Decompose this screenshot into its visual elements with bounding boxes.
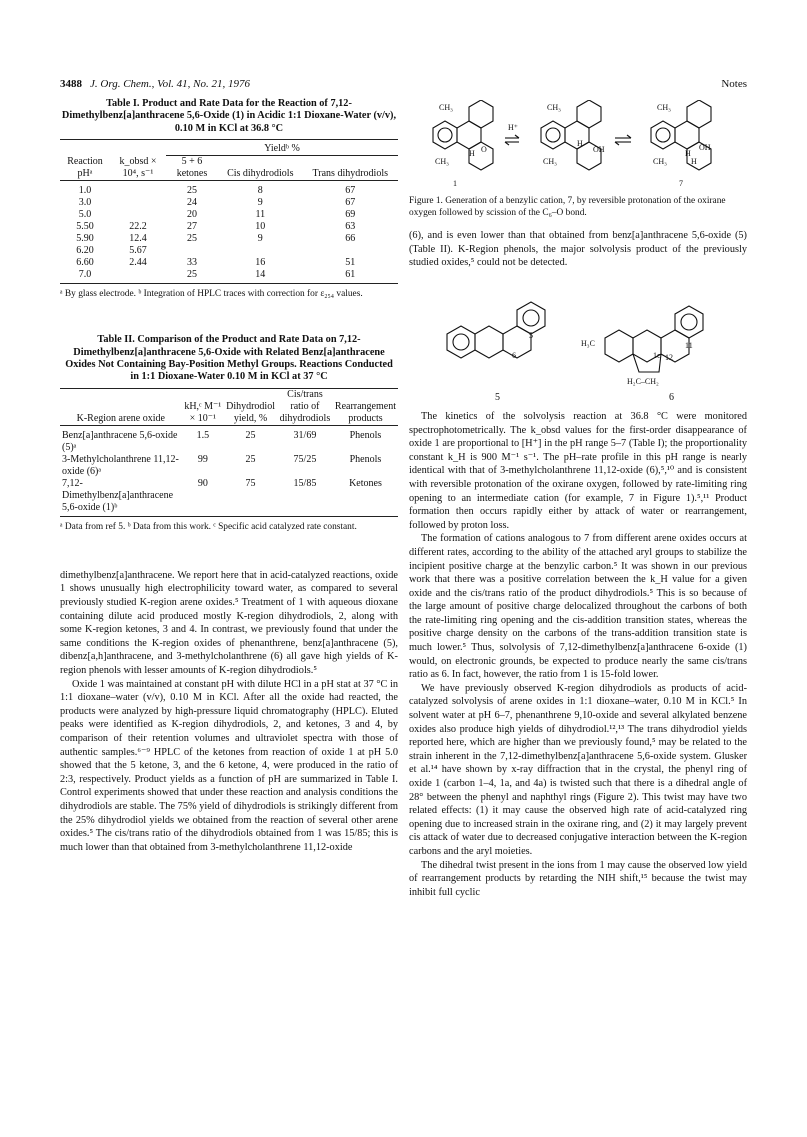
figure1 (409, 100, 747, 192)
paragraph: Oxide 1 was maintained at constant pH with dilute HCl in a pH stat at 37 °C in 1:1 dioxane–water (v/v), 0.10 M in KCl. After all the oxide had reacted, the products were analyzed by high-pressure liquid chromatography (HPLC). Eluted peaks were identified as K-region dihydrodiols, 2, and ketones, 3 and 4, by comparison of their retention volumes and ultraviolet spectra with those of authentic samples.⁶⁻⁹ HPLC of the ketones from reaction of oxide 1 at pH 5.0 showed that the 5 ketone, 3, and the 6 ketone, 4, were produced in the ratio of 2:3, respectively. Product yields as a function of pH are summarized in Table I. Control experiments showed that under these reaction and analysis conditions the dihydrodiols are stable. The 75% yield of dihydrodiols is strikingly different from the 25% dihydrodiol yields we obtained from the reaction of several other arene oxides.⁵ The cis/trans ratio of the dihydrodiols obtained from 1 was 15/85; this is much lower than that obtained from 3-methylcholanthrene 11,12-oxide (60, 678, 398, 853)
table1-col-header: k_obsd × 10⁴, s⁻¹ (119, 156, 157, 180)
table1-cell: 61 (345, 269, 356, 281)
figure1-caption: Figure 1. Generation of a benzylic cation, 7, by reversible protonation of the oxirane oxygen followed by scission of the C₆–O bond. (409, 196, 726, 218)
svg-text:OH: OH (699, 143, 711, 152)
structures-5-6 (409, 280, 747, 404)
svg-text:CH₃: CH₃ (657, 103, 671, 112)
svg-text:H: H (685, 149, 691, 158)
table1-cell (110, 209, 166, 221)
table1-cell: 24 (187, 197, 197, 209)
table2-cell: 75/25 (293, 453, 317, 465)
compound-label-6: 6 (669, 391, 674, 403)
table1-cell: 10 (255, 221, 266, 233)
table2-row (60, 454, 398, 478)
table2-cell: 15/85 (293, 477, 317, 489)
compound-label-5: 5 (495, 391, 500, 403)
svg-text:CH₃: CH₃ (439, 103, 453, 112)
svg-text:CH₃: CH₃ (653, 157, 667, 166)
figure1-scheme (409, 100, 747, 192)
table2-cell: 75 (245, 477, 256, 489)
table2-col-header: kH,ᶜ M⁻¹ × 10⁻¹ (184, 400, 222, 424)
table2-footnote: ᵃ Data from ref 5. ᵇ Data from this work. ᶜ Specific acid catalyzed rate constant. (60, 521, 357, 532)
h-plus-label: H⁺ (508, 123, 518, 132)
table2-cell: 31/69 (293, 429, 317, 441)
svg-text:H: H (577, 139, 583, 148)
svg-text:1c: 1c (653, 350, 661, 360)
journal-citation: 3488 J. Org. Chem., Vol. 41, No. 21, 1976 (60, 78, 251, 90)
table2-cell: Phenols (349, 429, 382, 441)
table2-row (60, 425, 398, 454)
table1-cell: 22.2 (129, 221, 147, 233)
table1-cell: 63 (345, 221, 356, 233)
table1-cell: 9 (257, 233, 263, 245)
table1-cell: 16 (255, 257, 266, 269)
structures-drawing (409, 280, 747, 404)
table1-cell: 12.4 (129, 233, 147, 245)
table2-col-header: Dihydrodiol yield, % (226, 400, 275, 424)
paragraph: The formation of cations analogous to 7 from different arene oxides occurs at different rates, according to the ability of the attached aryl groups to stabilize the incipient positive charge at the benzylic carbon.⁵ It was shown in our previous work that there was a positive correlation between the k_H value for a given oxide and the cis/trans ratio of the product dihydrodiols.⁵ This is so because of the large amount of positive charge delocalized throughout the carbons of both the rate-limiting ring opening and the cis-addition transition states, whereas the positive charge density on the carbons of the trans-addition transition state is much lower.⁵ Thus, solvolysis of 7,12-dimethylbenz[a]anthracene 6-oxide (1) would, on electronic grounds, be expected to produce nearly the same cis/trans ratio as 6. In fact, however, the ratio from 1 is 15-fold lower. (409, 533, 747, 681)
table1-caption: Table I. Product and Rate Data for the Reaction of 7,12-Dimethylbenz[a]anthracene 5,6-Oxide (1) in Acidic 1:1 Dioxane-Water (v/v), 0.10 M in KCl at 36.8 °C (61, 98, 397, 134)
svg-text:CH₃: CH₃ (543, 157, 557, 166)
table2-cell: Benz[a]anthracene 5,6-oxide (5)ᵃ (62, 429, 178, 453)
compound-label-7: 7 (679, 179, 683, 188)
table1-cell: 5.90 (76, 233, 94, 245)
paragraph: The dihedral twist present in the ions from 1 may cause the observed low yield of rearrangement products by retarding the NIH shift,¹⁵ because the twist may inhibit full cyclic (409, 859, 747, 898)
table2-row (60, 478, 398, 514)
svg-text:12: 12 (665, 352, 673, 362)
table1-cell: 5.0 (78, 209, 92, 221)
table2-cell: 7,12-Dimethylbenz[a]anthracene 5,6-oxide (1)ᵇ (62, 477, 174, 513)
table1-cell: 1.0 (78, 185, 92, 197)
svg-text:5: 5 (529, 330, 533, 340)
table1-col-header: Reaction pHᵃ (67, 156, 103, 180)
table1-cell (303, 245, 398, 257)
table1 (60, 139, 398, 281)
table2-cell: Ketones (349, 477, 382, 489)
table1-cell: 8 (257, 185, 263, 197)
table1-cell (110, 269, 166, 281)
table1-footnote: ᵃ By glass electrode. ᵇ Integration of HPLC traces with correction for ε₂₅₄ values. (60, 289, 363, 300)
table1-row (60, 257, 398, 269)
table2-cell: 25 (245, 453, 256, 465)
table1-cell: 6.20 (76, 245, 94, 257)
svg-text:CH₃: CH₃ (547, 103, 561, 112)
svg-text:H: H (691, 157, 697, 166)
table1-cell: 67 (345, 185, 356, 197)
table1-row (60, 245, 398, 257)
left-column (60, 98, 398, 854)
table2-cell: 3-Methylcholanthrene 11,12-oxide (6)ᵃ (62, 453, 179, 477)
table1-cell: 14 (255, 269, 266, 281)
compound-label-1: 1 (453, 179, 457, 188)
table1-yield-header: Yieldᵇ % (166, 140, 398, 156)
table1-row (60, 181, 398, 198)
table1-cell: 7.0 (78, 269, 92, 281)
table1-cell: 11 (255, 209, 266, 221)
table1-cell: 69 (345, 209, 356, 221)
paragraph: The kinetics of the solvolysis reaction at 36.8 °C were monitored spectrophotometrically. The k_obsd values for the first-order disappearance of oxide 1 are proportional to [H⁺] in the pH range 5–7 (Table I); the proportionality constant k_H is 900 M⁻¹ s⁻¹. The pH–rate profile in this pH range is nearly identical with that of 3-methylcholanthrene 11,12-oxide (6),⁵,¹⁰ and is consistent with reversible protonation of the oxirane oxygen, followed by rate-limiting ring opening to an intermediate cation (for example, 7 in Figure 1).⁵,¹¹ Product formation then occurs rapidly either by attack of water or rearrangement, followed by proton loss. (409, 410, 747, 531)
table2-cell: 25 (245, 429, 256, 441)
table1-cell: 25 (187, 185, 197, 197)
table1-col-header: Cis dihydrodiols (227, 168, 294, 180)
svg-text:CH₃: CH₃ (435, 157, 449, 166)
right-column (409, 98, 747, 899)
table2-col-header: Cis/trans ratio of dihydrodiols (279, 388, 331, 424)
table1-col-header: 5 + 6 ketones (176, 156, 208, 180)
table1-cell: 33 (187, 257, 197, 269)
svg-text:O: O (481, 145, 487, 154)
svg-text:H₂C–CH₂: H₂C–CH₂ (627, 376, 659, 386)
table1-col-header: Trans dihydrodiols (312, 168, 389, 180)
table2 (60, 388, 398, 514)
svg-text:11: 11 (685, 340, 693, 350)
table1-cell: 9 (257, 197, 263, 209)
table2-col-header: Rearrangement products (334, 400, 396, 424)
table1-cell (110, 181, 166, 198)
page-number: 3488 (60, 78, 82, 90)
svg-text:OH: OH (593, 145, 605, 154)
table1-cell: 51 (345, 257, 356, 269)
table1-cell (218, 245, 303, 257)
table1-cell: 3.0 (78, 197, 92, 209)
table1-cell: 25 (187, 269, 197, 281)
table1-cell: 25 (187, 233, 197, 245)
table1-row (60, 197, 398, 209)
table2-cell: 90 (197, 477, 208, 489)
table2-cell: 1.5 (196, 429, 210, 441)
table2-cell: Phenols (349, 453, 382, 465)
table1-cell: 66 (345, 233, 356, 245)
table2-caption: Table II. Comparison of the Product and Rate Data on 7,12-Dimethylbenz[a]anthracene 5,6-Oxide with Related Benz[a]anthracene Oxides Not Containing Bay-Position Methyl Groups. Reactions Conducted in 1:1 Dioxane-Water 0.10 M in KCl at 37 °C (65, 334, 393, 383)
table1-cell: 2.44 (129, 257, 147, 269)
section-name: Notes (721, 78, 747, 90)
table1-cell: 5.50 (76, 221, 94, 233)
table1-row (60, 209, 398, 221)
table1-cell (166, 245, 218, 257)
table1-row (60, 233, 398, 245)
paragraph: We have previously observed K-region dihydrodiols as products of acid-catalyzed solvolysis of arene oxides in 1:1 dioxane–water, 0.10 M in KCl.⁵ In solvent water at pH 6–7, phenanthrene 9,10-oxide and several alkylated benzene oxides also produce high yields of dihydrodiol.¹²,¹³ The trans dihydrodiol yields reported here, which are higher than we previously found,⁵ may be related to the strain inherent in the 7,12-dimethylbenz[a]anthracene 5,6-oxide system. Glusker et al.¹⁴ have shown by x-ray diffraction that in the crystal, the phenyl ring of oxide 1 (carbon 1–4, 1a, and 4a) is twisted such that there is a dihedral angle of 28° between the phenyl and naphthyl rings (Figure 2). This twist may have two related effects: (1) it may cause the observed high rate of acid-catalyzed ring opening due to increased strain in the oxirane ring, and (2) it may largely prevent cis attack of water due to decreased conjugative interaction between the K-region carbons and the aryl moieties. (409, 682, 747, 857)
svg-text:H: H (469, 149, 475, 158)
running-header (60, 78, 747, 94)
table2-cell: 99 (197, 453, 208, 465)
table1-cell: 67 (345, 197, 356, 209)
table1-cell: 20 (187, 209, 197, 221)
paragraph: dimethylbenz[a]anthracene. We report here that in acid-catalyzed reactions, oxide 1 shows unusually high electrophilicity toward water, as compared to several previously studied K-region arene oxides.⁵ Treatment of 1 with aqueous dioxane containing dilute acid produced mostly K-region dihydrodiols, 2, along with some K-region ketones, 3 and 4. In contrast, we previously found that under the same conditions the K-region oxides of phenanthrene, benz[a]anthracene (5), dibenz[a,h]anthracene, and 3-methylcholanthrene (6) all gave high yields of K-region phenols with lesser amounts of K-region dihydrodiols.⁵ (60, 569, 398, 676)
table1-cell: 6.60 (76, 257, 94, 269)
table2-col-header: K-Region arene oxide (76, 412, 165, 424)
table1-cell: 27 (187, 221, 197, 233)
svg-text:H₃C: H₃C (581, 338, 595, 348)
svg-text:6: 6 (512, 350, 516, 360)
table1-cell (110, 197, 166, 209)
table1-cell: 5.67 (129, 245, 147, 257)
table1-row (60, 269, 398, 281)
paragraph: (6), and is even lower than that obtained from benz[a]anthracene 5,6-oxide (5) (Table II). K-Region phenols, the major solvolysis product of the previously studied oxides,⁵ could not be detected. (409, 230, 747, 269)
table1-row (60, 221, 398, 233)
